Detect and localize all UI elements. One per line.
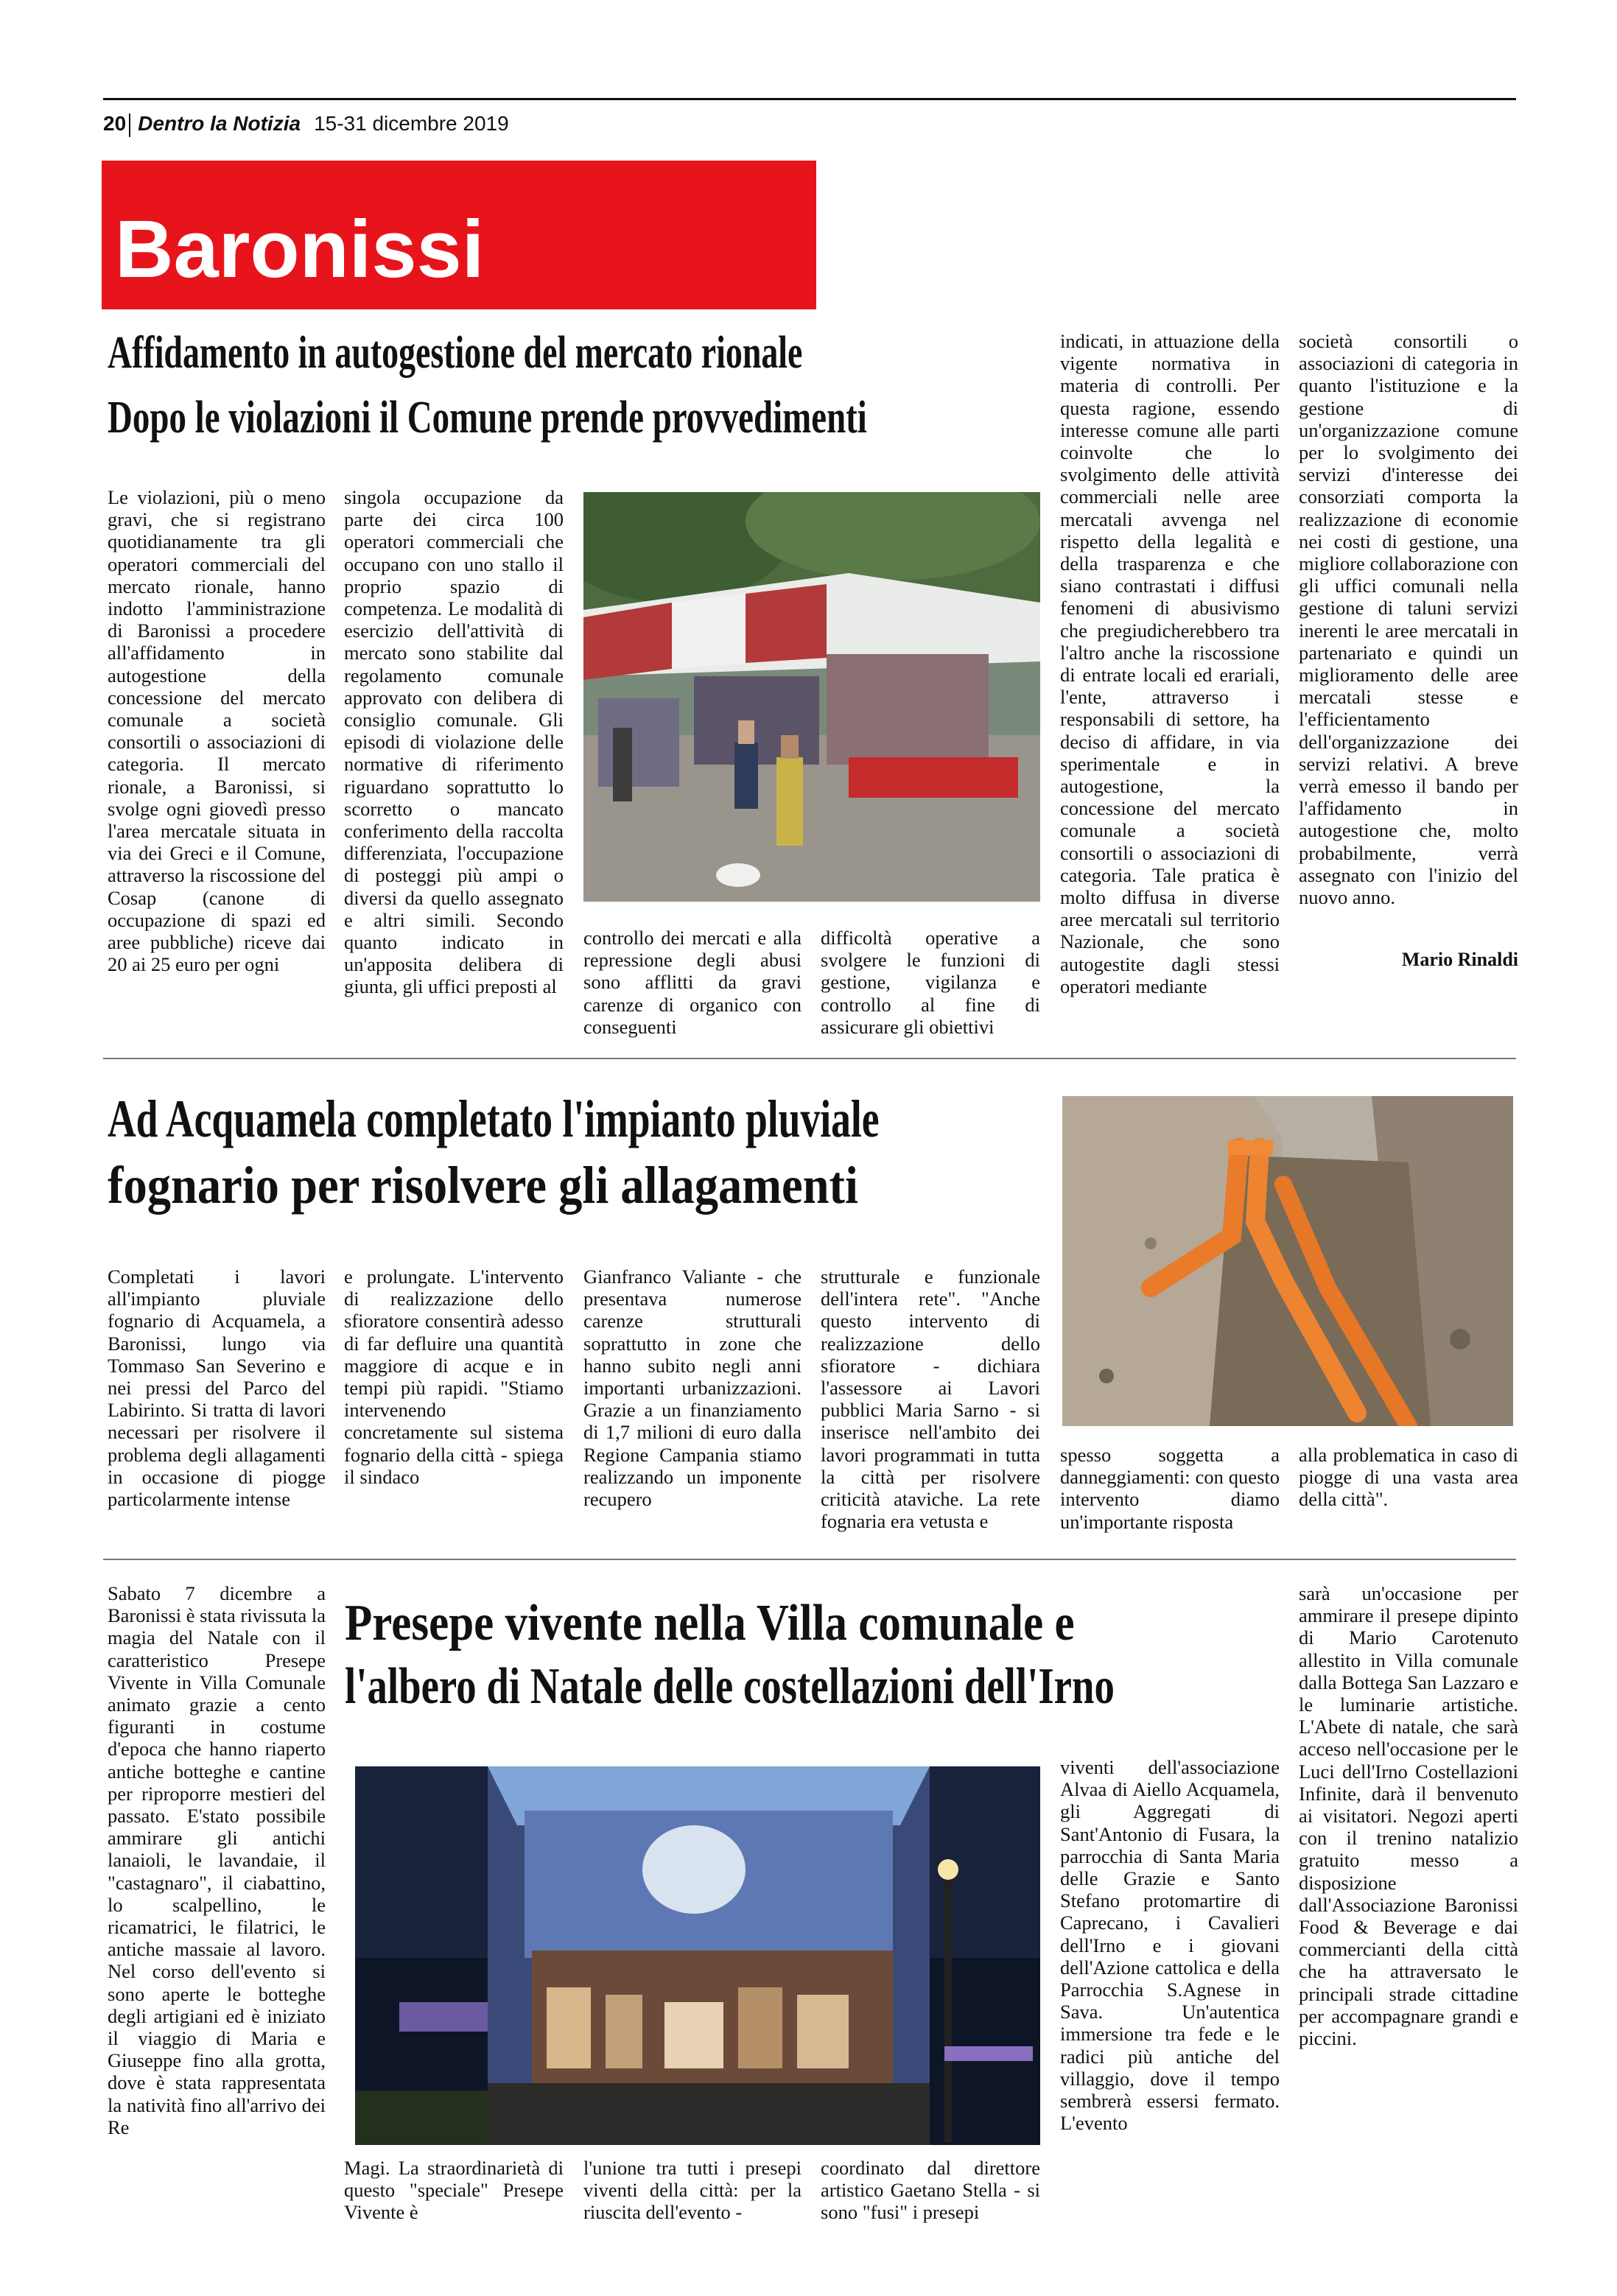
article1-column-2: singola occupazione da parte dei circa 100 operatori commerciali che occupano con uno stallo il proprio spazio di competenza. Le modalità di esercizio dell'attività di mercato sono stabilite dal regolamento comunale approvato con delibera di consiglio comunale. Gli episodi di violazione delle normative di riferimento riguardano soprattutto lo scorretto o mancato conferimento della raccolta differenziata, l'occupazione di posteggi più ampi o diversi da quello assegnato e altri simili. Secondo quanto indicato in un'apposita delibera di giunta, gli uffici preposti al bbox=[344, 486, 564, 998]
pipes-photo bbox=[1062, 1096, 1513, 1426]
market-photo bbox=[583, 492, 1040, 902]
article-divider-1 bbox=[103, 1058, 1516, 1059]
page-number: 20 bbox=[103, 112, 127, 135]
article2-column-1: Completati i lavori all'impianto pluviale fognario di Acquamela, a Baronissi, lungo via Tommaso San Severino e nei pressi del Parco del Labirinto. Si tratta di lavori necessari per risolvere il problema degli allagamenti in occasione di piogge particolarmente intense bbox=[108, 1265, 326, 1511]
article2-headline-line1: Ad Acquamela completato l'impianto pluviale bbox=[108, 1089, 880, 1148]
article3-column-3: l'unione tra tutti i presepi viventi della città: per la riuscita dell'evento - bbox=[583, 2157, 802, 2224]
masthead-divider bbox=[129, 113, 130, 137]
article1-headline-line1: Affidamento in autogestione del mercato rionale bbox=[108, 328, 803, 378]
article1-column-1: Le violazioni, più o meno gravi, che si registrano quotidianamente tra gli operatori commerciali del mercato rionale, hanno indotto l'amministrazione di Baronissi a procedere all'affidamento in autogestione della concessione del mercato comunale a società consortili o associazioni di categoria. Il mercato rionale, a Baronissi, si svolge ogni giovedì presso l'area mercatale situata in via dei Greci e il Comune, attraverso la riscossione del Cosap (canone di occupazione di spazi ed aree pubbliche) riceve dai 20 ai 25 euro per ogni bbox=[108, 486, 326, 976]
article3-column-5: viventi dell'associazione Alvaa di Aiello Acquamela, gli Aggregati di Sant'Antonio di Fusara, la parrocchia di Santa Maria delle Grazie e Santo Stefano protomartire di Caprecano, i Cavalieri dell'Irno e i giovani dell'Azione cattolica e della Parrocchia S.Agnese in Sava. Un'autentica immersione tra fede e le radici più antiche del villaggio, dove il tempo sembrerà essersi fermato. L'evento bbox=[1060, 1756, 1280, 2135]
section-title: Baronissi bbox=[115, 204, 485, 295]
article2-column-4: strutturale e funzionale dell'intera rete". "Anche questo intervento di realizzazione dello sfioratore - dichiara l'assessore ai Lavori pubblici Maria Sarno - si inserisce nell'ambito dei lavori programmati in tutta la città per risolvere criticità ataviche. La rete fognaria era vetusta e bbox=[821, 1265, 1040, 1533]
article2-headline-line2: fognario per risolvere gli allagamenti bbox=[108, 1156, 858, 1215]
article1-column-6: società consortili o associazioni di categoria in quanto l'istituzione e la gestione di un'organizzazione comune per lo svolgimento dei servizi d'interesse dei consorziati comporta la realizzazione di economie nei costi di gestione, una migliore collaborazione con gli uffici comunali nella gestione di taluni servizi inerenti le aree mercatali in partenariato e quindi un miglioramento delle aree mercatali stesse e l'efficientamento dell'organizzazione dei servizi relativi. A breve verrà emesso il bando per l'affidamento in autogestione che, molto probabilmente, verrà assegnato con l'inizio del nuovo anno. bbox=[1299, 330, 1518, 909]
publication-name: Dentro la Notizia bbox=[138, 112, 301, 135]
article-divider-2 bbox=[103, 1559, 1516, 1560]
article1-column-4: difficoltà operative a svolgere le funzioni di gestione, vigilanza e controllo al fine di assicurare gli obiettivi bbox=[821, 927, 1040, 1038]
article1-column-5: indicati, in attuazione della vigente normativa in materia di controlli. Per questa ragione, essendo interesse comune alle parti coinvolte che lo svolgimento delle attività commerciali nelle aree mercatali avvenga nel rispetto della legalità e della trasparenza e che siano contrastati i diffusi fenomeni di abusivismo che pregiudicherebbero tra l'altro anche la riscossione di entrate locali ed erariali, l'ente, attraverso i responsabili di settore, ha deciso di affidare, in via sperimentale e in autogestione, la concessione del mercato comunale a società consortili o associazioni di categoria. Tale pratica è molto diffusa in diverse aree mercatali sul territorio Nazionale, che sono autogestite dagli stessi operatori mediante bbox=[1060, 330, 1280, 997]
article2-column-5: spesso soggetta a danneggiamenti: con questo intervento diamo un'importante risposta bbox=[1060, 1444, 1280, 1533]
article3-column-1: Sabato 7 dicembre a Baronissi è stata rivissuta la magia del Natale con il caratteristico Presepe Vivente in Villa Comunale animato grazie a cento figuranti in costume d'epoca che hanno riaperto antiche botteghe e cantine per riproporre mestieri del passato. E'stato possibile ammirare gli antichi lanaioli, le lavandaie, il "castagnaro", il ciabattino, lo scalpellino, le ricamatrici, le filatrici, le antiche massaie al lavoro. Nel corso dell'evento si sono aperte le botteghe degli artigiani ed è iniziato il viaggio di Maria e Giuseppe fino alla grotta, dove è stata rappresentata la natività fino all'arrivo dei Re bbox=[108, 1582, 326, 2138]
article3-column-6: sarà un'occasione per ammirare il presepe dipinto di Mario Carotenuto allestito in Villa comunale dalla Bottega San Lazzaro e le luminarie artistiche. L'Abete di natale, che sarà acceso nell'occasione per le Luci dell'Irno Costellazioni Infinite, darà il benvenuto ai visitatori. Negozi aperti con il trenino natalizio gratuito messo a disposizione dall'Associazione Baronissi Food & Beverage e dai commercianti della città che ha attraversato le principali strade cittadine per accompagnare grandi e piccini. bbox=[1299, 1582, 1518, 2050]
article3-headline-line1: Presepe vivente nella Villa comunale e bbox=[345, 1595, 1075, 1651]
article1-byline: Mario Rinaldi bbox=[1401, 949, 1518, 970]
article3-headline-line2: l'albero di Natale delle costellazioni dell'Irno bbox=[345, 1658, 1115, 1715]
top-rule bbox=[103, 98, 1516, 100]
article3-column-4: coordinato dal direttore artistico Gaetano Stella - si sono "fusi" i presepi bbox=[821, 2157, 1040, 2224]
nativity-photo bbox=[355, 1766, 1040, 2145]
section-banner bbox=[102, 161, 816, 309]
article1-headline-line2: Dopo le violazioni il Comune prende provvedimenti bbox=[108, 393, 867, 443]
article3-column-2: Magi. La straordinarietà di questo "speciale" Presepe Vivente è bbox=[344, 2157, 564, 2224]
article2-column-6: alla problematica in caso di piogge di una vasta area della città". bbox=[1299, 1444, 1518, 1511]
article2-column-2: e prolungate. L'intervento di realizzazione dello sfioratore consentirà adesso di far defluire una quantità maggiore di acque e in tempi più rapidi. "Stiamo intervenendo concretamente sul sistema fognario della città - spiega il sindaco bbox=[344, 1265, 564, 1488]
article1-column-3: controllo dei mercati e alla repressione degli abusi sono afflitti da gravi carenze di organico con conseguenti bbox=[583, 927, 802, 1038]
article2-column-3: Gianfranco Valiante - che presentava numerose carenze strutturali soprattutto in zone che hanno subito negli anni importanti urbanizzazioni. Grazie a un finanziamento di 1,7 milioni di euro dalla Regione Campania stiamo realizzando un imponente recupero bbox=[583, 1265, 802, 1511]
masthead bbox=[103, 109, 509, 138]
issue-date: 15-31 dicembre 2019 bbox=[314, 112, 509, 135]
